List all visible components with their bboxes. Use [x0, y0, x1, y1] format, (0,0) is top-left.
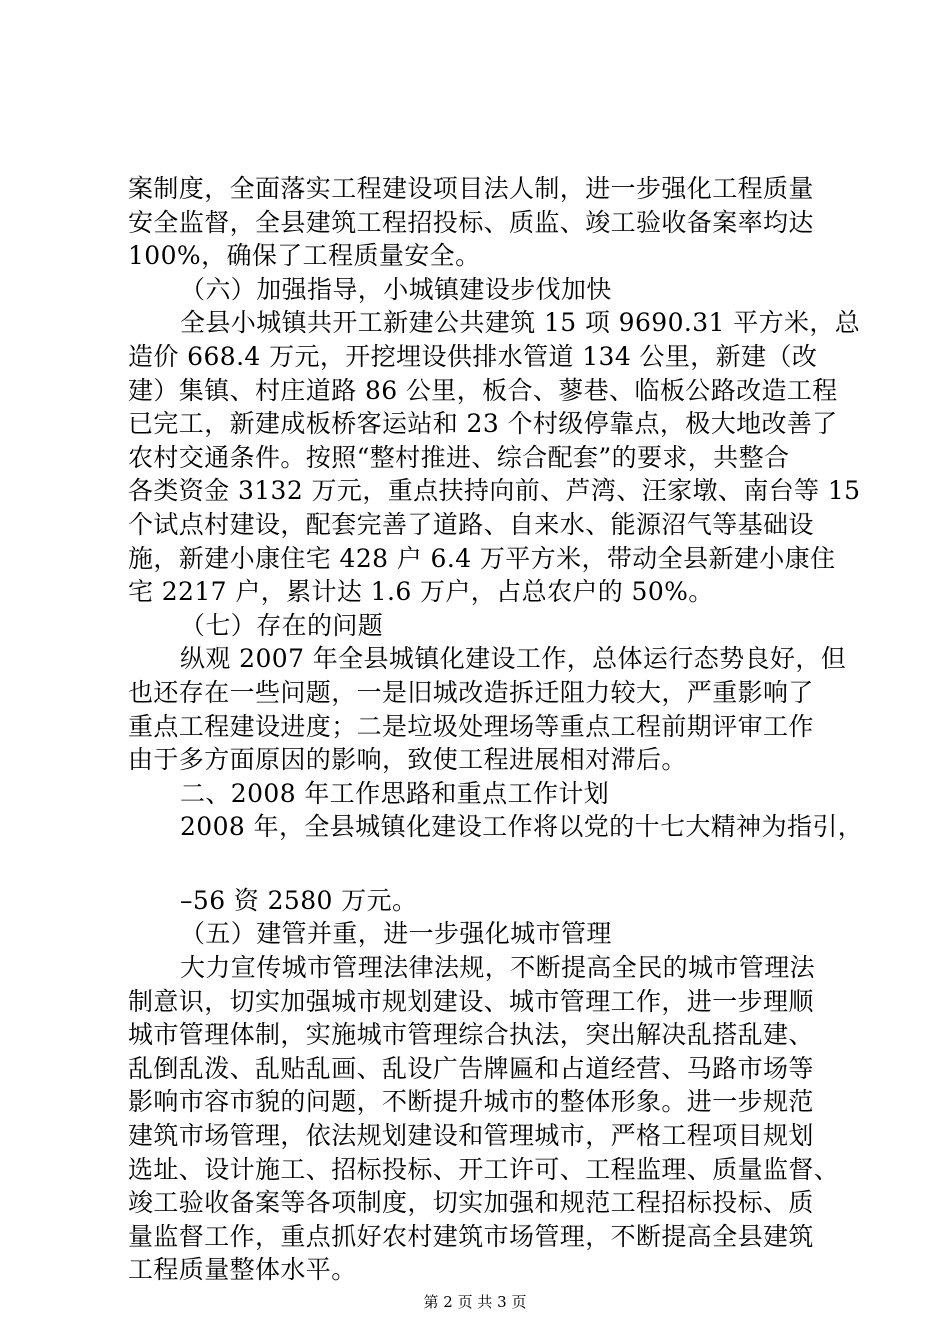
text-line: 工程质量整体水平。: [128, 1255, 357, 1285]
text-line: 各类资金 3132 万元，重点扶持向前、芦湾、汪家墩、南台等 15: [128, 476, 861, 506]
text-line: 重点工程建设进度；二是垃圾处理场等重点工程前期评审工作: [128, 711, 814, 741]
text-line: 案制度，全面落实工程建设项目法人制，进一步强化工程质量: [128, 174, 814, 203]
text-line: 竣工验收备案等各项制度，切实加强和规范工程招标投标、质: [128, 1188, 814, 1218]
section-gap: [128, 844, 834, 884]
section-heading-plan: 二、2008 年工作思路和重点工作计划: [180, 778, 610, 808]
page-footer: 第 2 页 共 3 页: [423, 1293, 527, 1311]
section-heading-7: （七）存在的问题: [180, 610, 384, 640]
text-line: 农村交通条件。按照“整村推进、综合配套”的要求，共整合: [128, 442, 790, 472]
text-line: 个试点村建设，配套完善了道路、自来水、能源沼气等基础设: [128, 509, 814, 539]
text-line: 宅 2217 户，累计达 1.6 万户，占总农户的 50%。: [128, 577, 714, 607]
text-line: 全县小城镇共开工新建公共建筑 15 项 9690.31 平方米，总: [180, 308, 861, 338]
text-line: 城市管理体制，实施城市管理综合执法，突出解决乱搭乱建、: [128, 1020, 814, 1050]
text-line: 施，新建小康住宅 428 户 6.4 万平方米，带动全县新建小康住: [128, 543, 836, 573]
text-line: 量监督工作，重点抓好农村建筑市场管理，不断提高全县建筑: [128, 1221, 814, 1251]
document-body: [128, 172, 864, 1287]
text-line: 100%，确保了工程质量安全。: [128, 241, 481, 271]
text-line: 建筑市场管理，依法规划建设和管理城市，严格工程项目规划: [128, 1121, 814, 1151]
section-heading-6: （六）加强指导，小城镇建设步伐加快: [180, 274, 612, 304]
text-line: 2008 年，全县城镇化建设工作将以党的十七大精神为指引，: [180, 812, 864, 842]
text-line: 也还存在一些问题，一是旧城改造拆迁阻力较大，严重影响了: [128, 677, 814, 707]
text-line: 安全监督，全县建筑工程招投标、质监、竣工验收备案率均达: [128, 207, 814, 237]
text-fragment: –56 资 2580 万元。: [180, 885, 418, 915]
text-line: 纵观 2007 年全县城镇化建设工作，总体运行态势良好，但: [180, 644, 847, 674]
text-line: 制意识，切实加强城市规划建设、城市管理工作，进一步理顺: [128, 986, 814, 1016]
text-line: 大力宣传城市管理法律法规，不断提高全民的城市管理法: [180, 953, 816, 983]
text-line: 由于多方面原因的影响，致使工程进展相对滞后。: [128, 745, 687, 775]
text-line: 造价 668.4 万元，开挖埋设供排水管道 134 公里，新建（改: [128, 341, 818, 371]
text-line: 影响市容市貌的问题，不断提升城市的整体形象。进一步规范: [128, 1087, 814, 1117]
section-heading-5: （五）建管并重，进一步强化城市管理: [180, 919, 612, 949]
text-line: 乱倒乱泼、乱贴乱画、乱设广告牌匾和占道经营、马路市场等: [128, 1053, 814, 1083]
text-line: 已完工，新建成板桥客运站和 23 个村级停靠点，极大地改善了: [128, 409, 838, 439]
text-line: 建）集镇、村庄道路 86 公里，板合、蓼巷、临板公路改造工程: [128, 375, 838, 405]
text-line: 选址、设计施工、招标投标、开工许可、工程监理、质量监督、: [128, 1154, 840, 1184]
